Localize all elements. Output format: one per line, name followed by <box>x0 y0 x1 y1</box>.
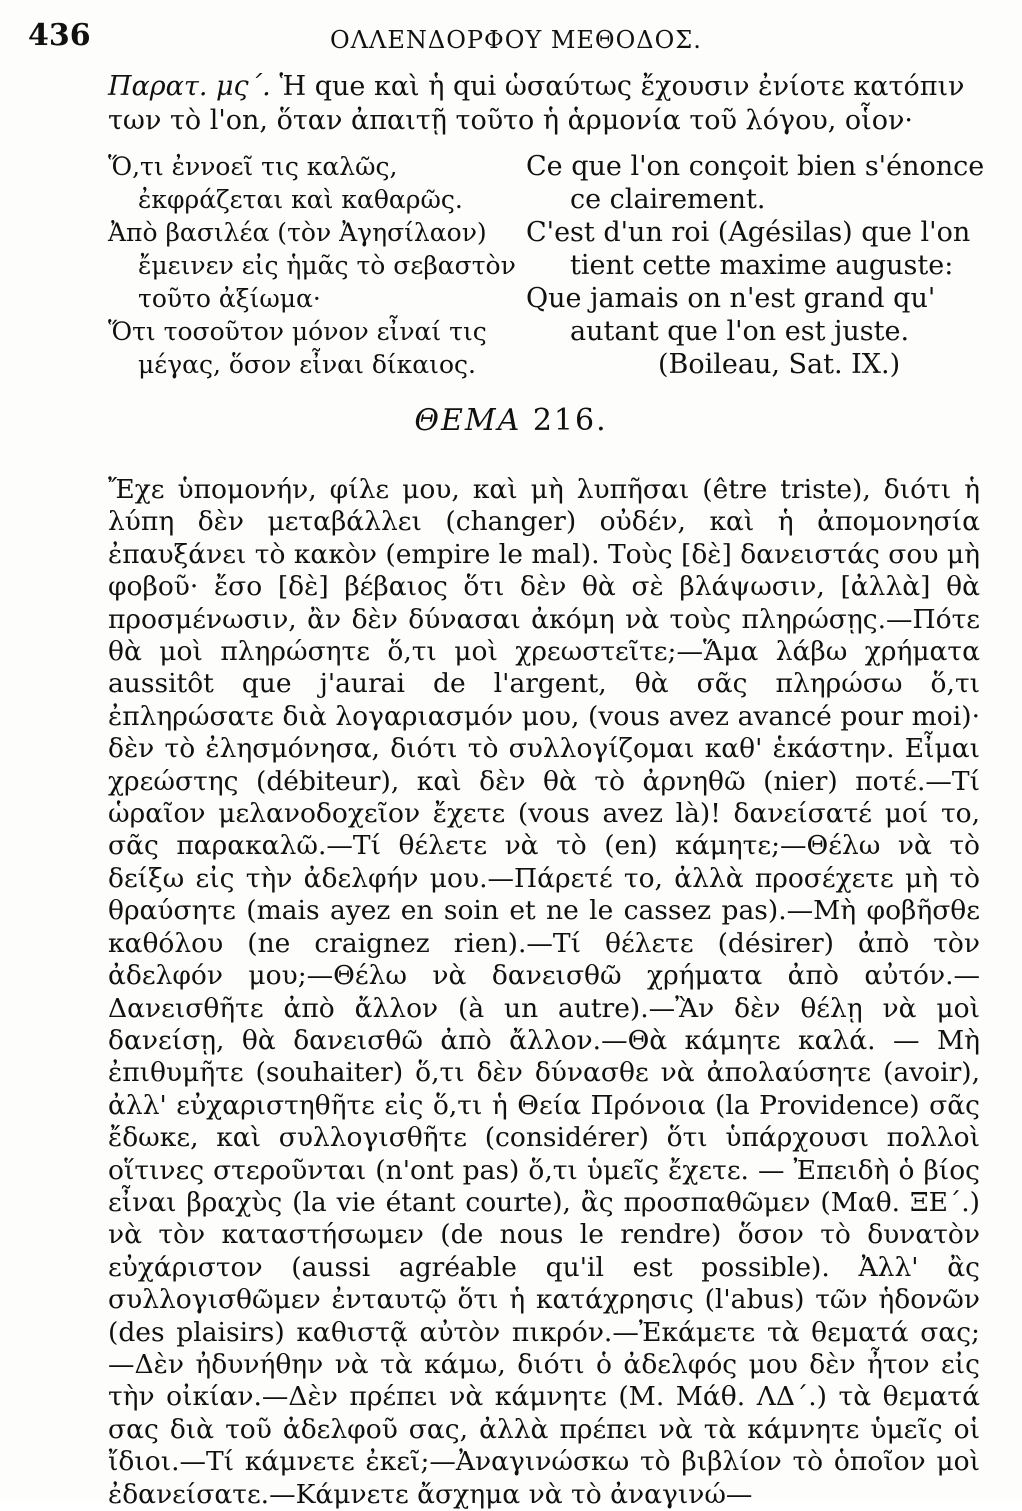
section-number: 216. <box>532 403 608 438</box>
verse-source: (Boileau, Sat. IX.) <box>658 349 901 380</box>
running-title: ΟΛΛΕΝΔΟΡΦΟΥ ΜΕΘΟΔΟΣ. <box>330 26 702 54</box>
greek-verse: Ὅτι τοσοῦτον μόνον εἶναί τις μέγας, ὅσον εἶναι δίκαιος. <box>108 317 487 379</box>
french-verse-line: Ce que l'on conçoit bien s'énonce <box>526 151 985 182</box>
french-verse-line: C'est d'un roi (Agésilas) que l'on <box>526 217 971 248</box>
french-verses <box>526 150 985 381</box>
section-title <box>0 403 1022 438</box>
exercise-paragraph: Ἔχε ὑπομονήν, φίλε μου, καὶ μὴ λυπῆσαι (être triste), διότι ἡ λύπη δὲν μεταβάλλει (changer) οὐδέν, καὶ ἡ ἀπομονησία ἐπαυξάνει τὸ κακὸν (empire le mal). Τοὺς [δὲ] δανειστάς σου μὴ φοβοῦ· ἔσο [δὲ] βέβαιος ὅτι δὲν θὰ σὲ βλάψωσιν, [ἀλλὰ] θὰ προσμένωσιν, ἂν δὲν δύνασαι ἀκόμη νὰ τοὺς πληρώσῃς.—Πότε θὰ μοὶ πληρώσητε ὅ,τι μοὶ χρεωστεῖτε;—Ἅμα λάβω χρήματα aussitôt que j'aurai de l'argent, θὰ σᾶς πληρώσω ὅ,τι ἐπληρώσατε διὰ λογαριασμόν μου, (vous avez avancé pour moi)· δὲν τὸ ἐλησμόνησα, διότι τὸ συλλογίζομαι καθ' ἑκάστην. Εἶμαι χρεώστης (débiteur), καὶ δὲν θὰ τὸ ἀρνηθῶ (nier) ποτέ.—Τί ὡραῖον μελανοδοχεῖον ἔχετε (vous avez là)! δανείσατέ μοί το, σᾶς παρακαλῶ.—Τί θέλετε νὰ τὸ (en) κάμητε;—Θέλω νὰ τὸ δείξω εἰς τὴν ἀδελφήν μου.—Πάρετέ το, ἀλλὰ προσέχετε μὴ τὸ θραύσητε (mais ayez en soin et ne le cassez pas).—Μὴ φοβῆσθε καθόλου (ne craignez rien).—Τί θέλετε (désirer) ἀπὸ τὸν ἀδελφόν μου;—Θέλω νὰ δανεισθῶ χρήματα ἀπὸ αὐτόν.—Δανεισθῆτε ἀπὸ ἄλλον (à un autre).—Ἂν δὲν θέλῃ νὰ μοὶ δανείσῃ, θὰ δανεισθῶ ἀπὸ ἄλλον.—Θὰ κάμητε καλά. — Μὴ ἐπιθυμῆτε (souhaiter) ὅ,τι δὲν δύνασθε νὰ ἀπολαύσητε (avoir), ἀλλ' εὐχαριστηθῆτε εἰς ὅ,τι ἡ Θεία Πρόνοια (la Providence) σᾶς ἔδωκε, καὶ συλλογισθῆτε (considérer) ὅτι ὑπάρχουσι πολλοὶ οἵτινες στεροῦνται (n'ont pas) ὅ,τι ὑμεῖς ἔχετε. — Ἐπειδὴ ὁ βίος εἶναι βραχὺς (la vie étant courte), ἂς προσπαθῶμεν (Μαθ. ΞΕ΄.) νὰ τὸν καταστήσωμεν (de nous le rendre) ὅσον τὸ δυνατὸν εὐχάριστον (aussi agréable qu'il est possible). Ἀλλ' ἂς συλλογισθῶμεν ἐνταυτῷ ὅτι ἡ κατάχρησις (l'abus) τῶν ἡδονῶν (des plaisirs) καθιστᾷ αὐτὸν πικρόν.—Ἐκάμετε τὰ θεματά σας;—Δὲν ἠδυνήθην νὰ τὰ κάμω, διότι ὁ ἀδελφός μου δὲν ἦτον εἰς τὴν οἰκίαν.—Δὲν πρέπει νὰ κάμνητε (Μ. Μάθ. ΛΔ΄.) τὰ θεματά σας διὰ τοῦ ἀδελφοῦ σας, ἀλλὰ πρέπει νὰ τὰ κάμνητε ὑμεῖς οἱ ἴδιοι.—Τί κάμνετε ἐκεῖ;—Ἀναγινώσκω τὸ βιβλίον τὸ ὁποῖον μοὶ ἐδανείσατε.—Κάμνετε ἄσχημα νὰ τὸ ἀναγινώ— <box>108 474 980 1510</box>
note-text: Ἡ que καὶ ἡ qui ὡσαύτως ἔχουσιν ἐνίοτε κατόπιν των τὸ l'on, ὅταν ἀπαιτῇ τοῦτο ἡ ἁρμονία τοῦ λόγου, οἷον· <box>108 71 965 136</box>
grammar-note <box>108 70 978 138</box>
page-header <box>0 14 1022 54</box>
french-verse-line: Que jamais on n'est grand qu' <box>526 283 936 314</box>
french-verse-line: ce clairement. <box>570 184 766 215</box>
page-number: 436 <box>28 18 91 53</box>
greek-verse: Ὅ,τι ἐννοεῖ τις καλῶς, ἐκφράζεται καὶ καθαρῶς. <box>108 152 463 214</box>
greek-verses <box>108 150 518 381</box>
section-word: ΘΕΜΑ <box>414 403 522 438</box>
verse-comparison <box>108 150 985 390</box>
french-verse-line: tient cette maxime auguste: <box>570 250 954 281</box>
french-verse-line: autant que l'on est juste. <box>570 316 910 347</box>
note-label: Παρατ. μς΄. <box>108 71 271 102</box>
greek-verse: Ἀπὸ βασιλέα (τὸν Ἀγησίλαον) ἔμεινεν εἰς ἡμᾶς τὸ σεβαστὸν τοῦτο ἀξίωμα· <box>108 218 516 313</box>
